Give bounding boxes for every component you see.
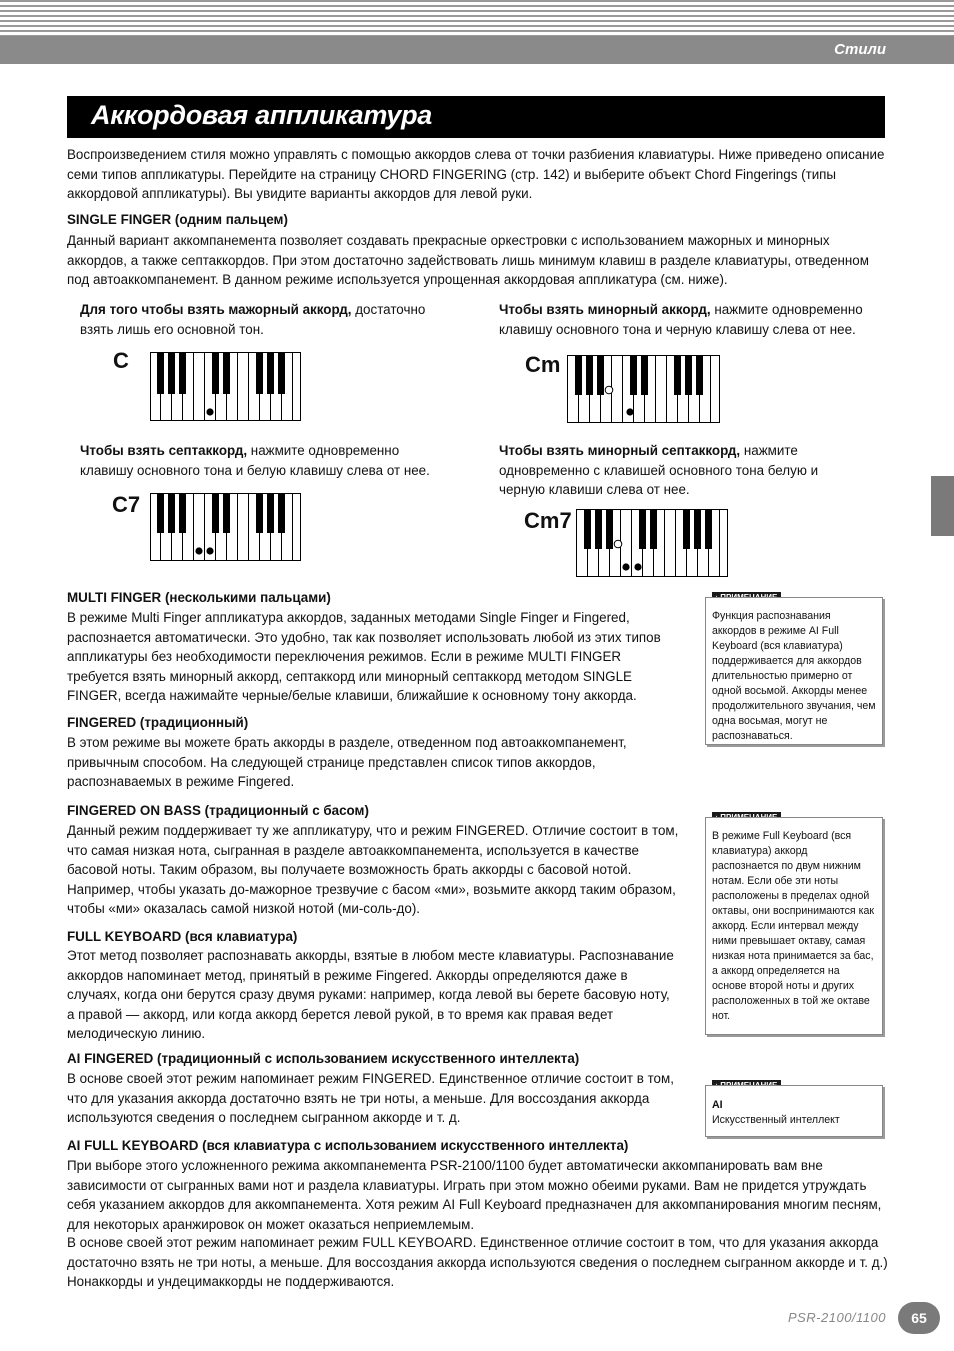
note-term: AI [712, 1099, 723, 1111]
chord-label-cm7: Cm7 [524, 508, 572, 533]
major-chord-instruction [80, 300, 445, 339]
page-number: 65 [898, 1302, 940, 1334]
major-chord-text: достаточно взять лишь его основной тон. [80, 302, 426, 337]
note-box-3 [705, 1085, 883, 1137]
seventh-chord-bold: Чтобы взять септаккорд, [80, 443, 248, 458]
minor-seventh-text: нажмите одновременно с клавишей основного тона белую и черную клавиши слева от нее. [499, 443, 819, 498]
note-text: В режиме Full Keyboard (вся клавиатура) аккорд распознается по двум нижним нотам. Если обе эти ноты расположены в пределах одной октавы, они воспринимаются как аккорд. Если интервал между ними превышает октаву, самая низкая нота принимается за бас, а аккорд определяется на основе второй ноты и других расположенных в той же октаве нот. [712, 830, 875, 1022]
keyboard-diagram-c7 [150, 493, 304, 563]
ai-full-keyboard-body-1: При выборе этого усложненного режима аккомпанемента PSR-2100/1100 будет автоматически аккомпанировать вам вне зависимости от сыгранных вами нот и раздела клавиатуры. Играть при этом можно обеими руками. Вам не придется утруждать себя указанием аккордов для аккомпанемента. Хотя режим AI Full Keyboard предназначен для аккомпанирования многим песням, для некоторых аранжировок он может оказаться неприемлемым. [67, 1158, 882, 1232]
multi-finger-heading: MULTI FINGER (несколькими пальцами) [67, 590, 331, 605]
title-bar [67, 96, 885, 138]
minor-chord-text: нажмите одновременно клавишу основного тона и черную клавишу слева от нее. [499, 302, 863, 337]
single-finger-body: Данный вариант аккомпанемента позволяет создавать прекрасные оркестровки с использованием мажорных и минорных аккордов, а также септаккордов. При этом достаточно задействовать лишь минимум клавиш в разделе клавиатуры, отведенном под автоаккомпанемент. В данном режиме используется упрощенная аккордовая аппликатура (см. ниже). [67, 233, 869, 288]
major-chord-bold: Для того чтобы взять мажорный аккорд, [80, 302, 352, 317]
keyboard-diagram-c [150, 352, 304, 422]
fingered-on-bass-heading: FINGERED ON BASS (традиционный с басом) [67, 803, 369, 818]
full-keyboard-body: Этот метод позволяет распознавать аккорды, взятые в любом месте клавиатуры. Распознавание аккордов напоминает метод, принятый в режиме Fingered. Аккорды определяются даже в случаях, когда они берутся сразу двумя руками: например, когда левой вы берете басовую ноту, а правой — аккорд, или когда аккорд берется левой рукой, в то время как правая ведет мелодическую линию. [67, 948, 674, 1042]
full-keyboard-heading: FULL KEYBOARD (вся клавиатура) [67, 929, 298, 944]
fingered-body: В этом режиме вы можете брать аккорды в разделе, отведенном под автоаккомпанемент, привычным способом. На следующей странице представлен список типов аккордов, распознаваемых в режиме Fingered. [67, 735, 627, 790]
fingered-on-bass-body: Данный режим поддерживает ту же аппликатуру, что и режим FINGERED. Отличие состоит в том, что самая низкая нота, сыгранная в разделе автоаккомпанемента, используется в качестве басовой ноты. Таким образом, вы получаете возможность брать аккорды с басовой нотой. Например, чтобы указать до-мажорное трезвучие с басом «ми», возьмите аккорд таким образом, чтобы «ми» оказалась самой низкой нотой (ми-соль-до). [67, 823, 679, 917]
seventh-chord-instruction [80, 441, 445, 480]
ai-fingered-body: В основе своей этот режим напоминает режим FINGERED. Единственное отличие состоит в том, что для указания аккорда достаточно взять не три ноты, а меньше. Для воссоздания аккорда используются сведения о последнем сыгранном аккорде и т. д. [67, 1071, 674, 1126]
note-text: Функция распознавания аккордов в режиме AI Full Keyboard (вся клавиатура) поддерживается для аккордов длительностью примерно от одной восьмой. Аккорды менее продолжительного звучания, чем одна восьмая, могут не распознаваться. [712, 610, 876, 742]
chord-label-c: C [113, 348, 129, 373]
key-dot-black [614, 540, 622, 548]
chord-label-cm: Cm [525, 352, 561, 377]
keyboard-diagram-cm [567, 355, 723, 425]
chord-label-c7: C7 [112, 492, 141, 517]
seventh-chord-text: нажмите одновременно клавишу основного тона и белую клавишу слева от нее. [80, 443, 430, 478]
key-dot [622, 563, 629, 570]
key-dot [195, 547, 202, 554]
note-box-1 [705, 597, 883, 745]
intro-paragraph: Воспроизведением стиля можно управлять с помощью аккордов слева от точки разбиения клавиатуры. Ниже приведено описание семи типов аппликатуры. Перейдите на страницу CHORD FINGERING (стр. 142) и выберите объект Chord Fingerings (типы аккордовой аппликатуры). Вы увидите варианты аккордов для левой руки. [67, 147, 885, 202]
ai-full-keyboard-body-2: В основе своей этот режим напоминает режим FULL KEYBOARD. Единственное отличие состоит в том, что для указания аккорда достаточно взять не три ноты, а меньше. Для воссоздания аккорда используются сведения о последнем сыгранном аккорде и т. д.) Нонаккорды и ундецимаккорды не поддерживаются. [67, 1235, 888, 1290]
page-header-bar [0, 0, 954, 64]
key-dot-black [605, 386, 613, 394]
key-dot [634, 563, 641, 570]
minor-chord-bold: Чтобы взять минорный аккорд, [499, 302, 711, 317]
note-text: Искусственный интеллект [712, 1114, 840, 1126]
header-stripes [0, 0, 954, 36]
keyboard-diagram-cm7 [576, 509, 730, 579]
footer-model: PSR-2100/1100 [787, 1310, 886, 1325]
key-dot [206, 547, 213, 554]
side-tab-marker [931, 476, 954, 536]
multi-finger-body: В режиме Multi Finger аппликатура аккордов, заданных методами Single Finger и Fingered, распознается автоматически. Это удобно, так как позволяет использовать любой из этих типов аппликатуры без необходимости переключения режимов. Если в режиме MULTI FINGER требуется взять минорный аккорд, септаккорд или минорный септаккорд методом SINGLE FINGER, всегда нажимайте черные/белые клавиши, ближайшие к основному тону аккорда. [67, 610, 661, 704]
minor-seventh-bold: Чтобы взять минорный септаккорд, [499, 443, 741, 458]
minor-seventh-instruction [499, 441, 839, 500]
key-dot [626, 408, 633, 415]
note-box-2 [705, 817, 883, 1035]
ai-full-keyboard-heading: AI FULL KEYBOARD (вся клавиатура с использованием искусственного интеллекта) [67, 1138, 629, 1153]
minor-chord-instruction [499, 300, 874, 339]
ai-fingered-heading: AI FINGERED (традиционный с использованием искусственного интеллекта) [67, 1051, 580, 1066]
key-dot [206, 408, 213, 415]
section-label: Стили [834, 41, 886, 58]
page-title: Аккордовая аппликатура [91, 100, 432, 130]
single-finger-heading: SINGLE FINGER (одним пальцем) [67, 212, 288, 227]
fingered-heading: FINGERED (традиционный) [67, 715, 249, 730]
